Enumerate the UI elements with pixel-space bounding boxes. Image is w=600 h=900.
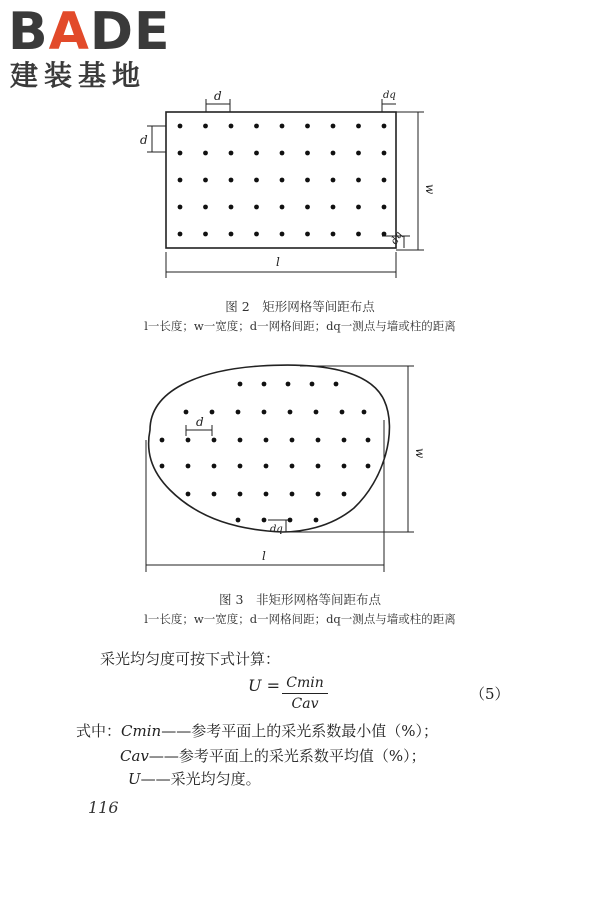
measurement-point: [184, 410, 189, 415]
measurement-point: [342, 438, 347, 443]
measurement-point: [331, 178, 336, 183]
fig3-label-dq: dq: [270, 524, 283, 535]
measurement-point: [238, 438, 243, 443]
formula-denominator: Cav: [291, 696, 319, 712]
def2-text: ——参考平面上的采光系数平均值（%）；: [148, 747, 426, 765]
measurement-point: [356, 151, 361, 156]
measurement-point: [238, 382, 243, 387]
definition-cav: [120, 745, 426, 766]
equation-number: （5）: [470, 685, 510, 703]
measurement-point: [262, 410, 267, 415]
measurement-point: [334, 382, 339, 387]
measurement-point: [212, 464, 217, 469]
measurement-point: [186, 492, 191, 497]
measurement-point: [203, 151, 208, 156]
measurement-point: [314, 518, 319, 523]
measurement-point: [229, 124, 234, 129]
measurement-point: [229, 232, 234, 237]
def1-text: ——参考平面上的采光系数最小值（%）；: [161, 722, 438, 740]
measurement-point: [316, 438, 321, 443]
figure-3-legend: l一长度；w一宽度；d一网格间距；dq一测点与墙或柱的距离: [144, 612, 456, 626]
measurement-point: [290, 464, 295, 469]
def3-text: ——采光均匀度。: [140, 770, 261, 788]
measurement-point: [186, 464, 191, 469]
uniformity-formula: [248, 675, 324, 712]
measurement-point: [366, 438, 371, 443]
measurement-point: [331, 232, 336, 237]
measurement-point: [262, 518, 267, 523]
measurement-point: [286, 382, 291, 387]
measurement-point: [342, 492, 347, 497]
measurement-point: [262, 382, 267, 387]
measurement-point: [290, 492, 295, 497]
measurement-point: [316, 492, 321, 497]
definition-cmin: [76, 720, 438, 741]
measurement-point: [305, 151, 310, 156]
measurement-point: [314, 410, 319, 415]
measurement-point: [160, 438, 165, 443]
measurement-point: [288, 410, 293, 415]
intro-paragraph: 采光均匀度可按下式计算：: [100, 650, 281, 668]
fig2-label-dq-bottom: dq: [389, 229, 406, 247]
measurement-point: [356, 124, 361, 129]
measurement-point: [305, 124, 310, 129]
measurement-point: [178, 124, 183, 129]
measurement-point: [356, 232, 361, 237]
measurement-point: [305, 205, 310, 210]
fig3-label-d: d: [196, 415, 204, 429]
measurement-point: [280, 178, 285, 183]
fig2-label-d: d: [214, 89, 222, 103]
measurement-point: [178, 232, 183, 237]
formula-numerator: Cmin: [286, 675, 324, 691]
fig2-label-dq-top: dq: [383, 90, 396, 101]
page-number: 116: [88, 798, 119, 817]
measurement-point: [210, 410, 215, 415]
measurement-point: [264, 464, 269, 469]
figure-3-caption: 图 3 非矩形网格等间距布点: [219, 592, 381, 607]
measurement-point: [280, 205, 285, 210]
measurement-point: [178, 178, 183, 183]
measurement-point: [160, 464, 165, 469]
measurement-point: [203, 205, 208, 210]
fig3-label-w: w: [413, 448, 427, 459]
fig2-label-l: l: [276, 255, 280, 269]
measurement-point: [212, 438, 217, 443]
measurement-point: [288, 518, 293, 523]
measurement-point: [264, 492, 269, 497]
measurement-point: [280, 232, 285, 237]
measurement-point: [366, 464, 371, 469]
measurement-point: [316, 464, 321, 469]
measurement-point: [229, 178, 234, 183]
fig3-label-l: l: [262, 549, 266, 563]
measurement-point: [356, 205, 361, 210]
fraction-bar: [282, 693, 328, 694]
measurement-point: [382, 151, 387, 156]
measurement-point: [305, 178, 310, 183]
figure-3-measurement-points: [160, 382, 371, 523]
measurement-point: [238, 464, 243, 469]
measurement-point: [382, 124, 387, 129]
formula-lhs: U =: [248, 676, 280, 695]
measurement-point: [212, 492, 217, 497]
measurement-point: [254, 124, 259, 129]
measurement-point: [203, 124, 208, 129]
measurement-point: [290, 438, 295, 443]
measurement-point: [254, 232, 259, 237]
measurement-point: [331, 151, 336, 156]
measurement-point: [238, 492, 243, 497]
measurement-point: [254, 178, 259, 183]
def3-symbol: U: [128, 770, 141, 788]
measurement-point: [236, 410, 241, 415]
measurement-point: [382, 178, 387, 183]
measurement-point: [280, 124, 285, 129]
measurement-point: [331, 205, 336, 210]
figure-3-diagram: [146, 365, 414, 572]
definition-u: [128, 768, 261, 789]
figure-2-legend: l一长度；w一宽度；d一网格间距；dq一测点与墙或柱的距离: [144, 319, 456, 333]
figure-2-caption: 图 2 矩形网格等间距布点: [225, 299, 375, 314]
fig2-label-w: w: [423, 184, 437, 195]
measurement-point: [382, 232, 387, 237]
measurement-point: [178, 205, 183, 210]
measurement-point: [203, 178, 208, 183]
measurement-point: [382, 205, 387, 210]
logo-tagline: 建装基地: [10, 59, 147, 92]
measurement-point: [178, 151, 183, 156]
measurement-point: [356, 178, 361, 183]
where-prefix: 式中：: [76, 722, 122, 740]
measurement-point: [331, 124, 336, 129]
measurement-point: [229, 205, 234, 210]
measurement-point: [236, 518, 241, 523]
measurement-point: [342, 464, 347, 469]
measurement-point: [340, 410, 345, 415]
measurement-point: [203, 232, 208, 237]
measurement-point: [254, 205, 259, 210]
measurement-point: [254, 151, 259, 156]
def2-symbol: Cav: [120, 747, 149, 765]
measurement-point: [229, 151, 234, 156]
figure-2-measurement-points: [178, 124, 387, 237]
measurement-point: [264, 438, 269, 443]
measurement-point: [186, 438, 191, 443]
room-outline: [149, 365, 390, 532]
measurement-point: [362, 410, 367, 415]
measurement-point: [305, 232, 310, 237]
logo-wordmark: BADE: [8, 2, 171, 62]
fig2-label-d-left: d: [140, 133, 148, 147]
def1-symbol: Cmin: [121, 722, 162, 740]
measurement-point: [310, 382, 315, 387]
measurement-point: [280, 151, 285, 156]
formula-fraction: [282, 674, 328, 713]
